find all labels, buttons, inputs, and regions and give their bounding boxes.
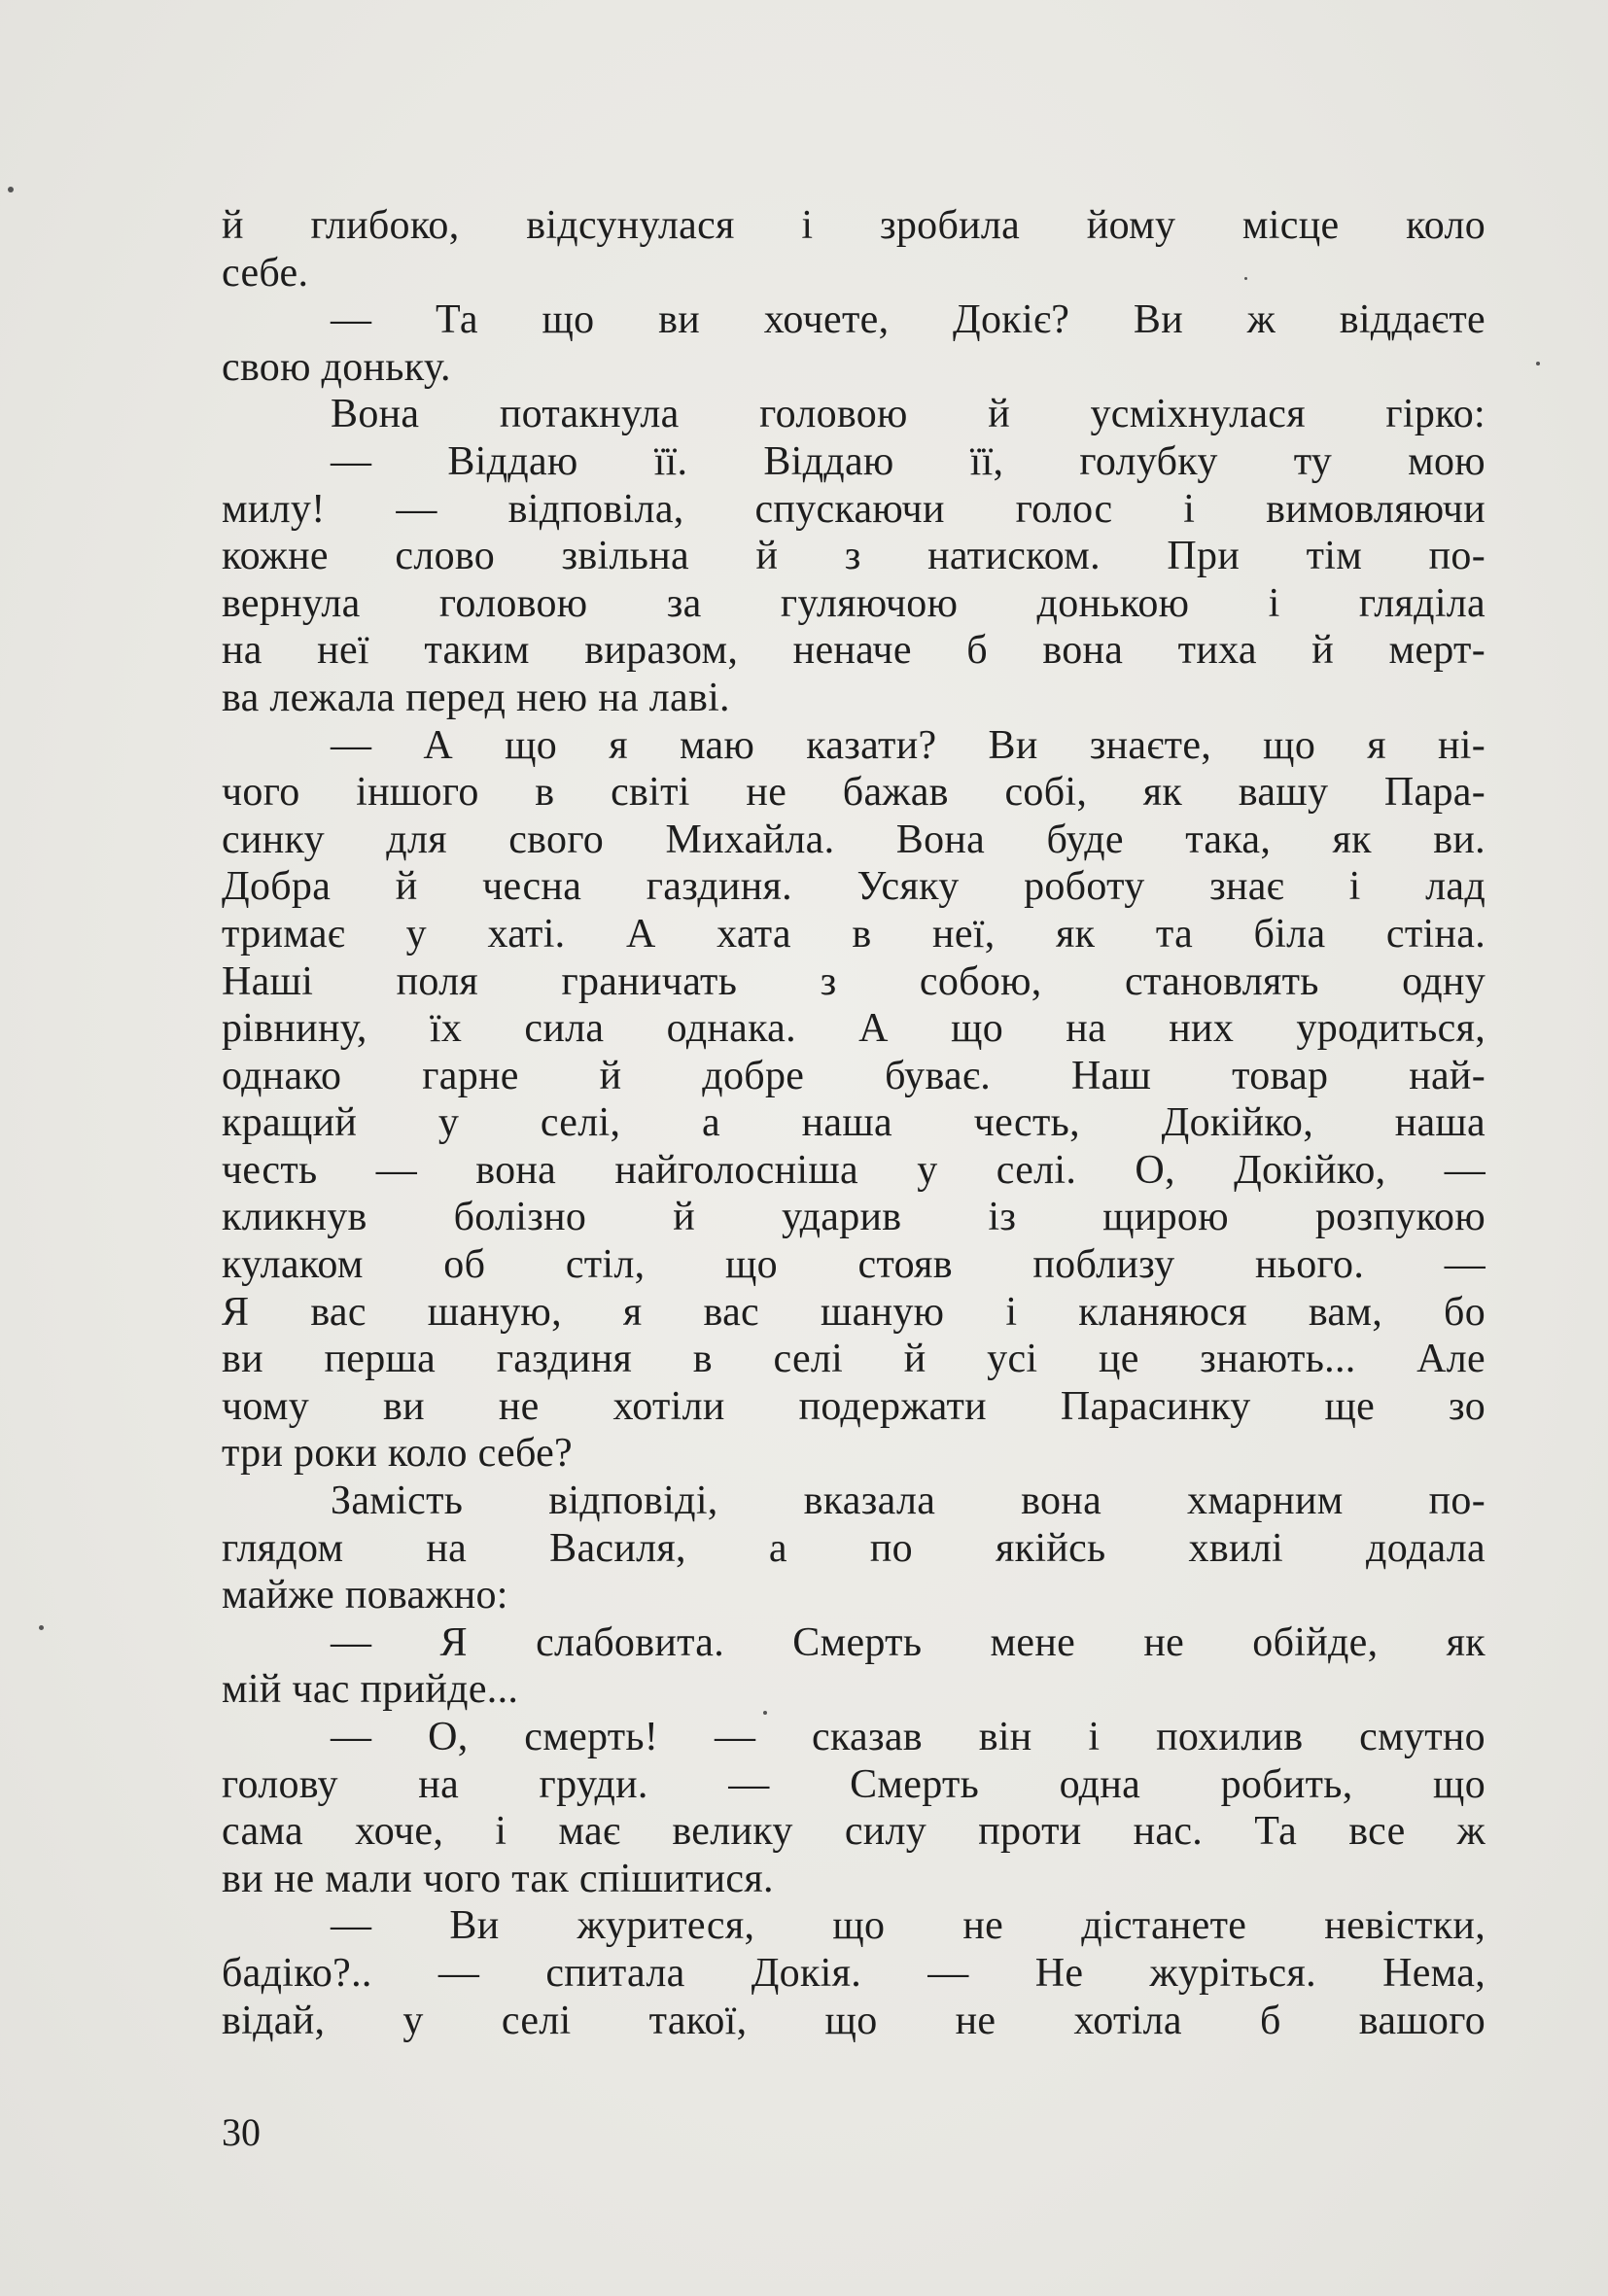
text-line: мій час прийде...	[222, 1667, 519, 1713]
text-line: кулаком об стіл, що стояв поблизу нього. —	[222, 1242, 1486, 1288]
text-line: відай, у селі такої, що не хотіла б вашого	[222, 1998, 1486, 2043]
text-line: кликнув болізно й ударив із щирою розпукою	[222, 1195, 1486, 1240]
text-line: — Я слабовита. Смерть мене не обійде, як	[331, 1619, 1486, 1665]
paper-speck	[39, 1625, 44, 1630]
text-line: милу! — відповіла, спускаючи голос і вимовляючи	[222, 486, 1486, 532]
text-line: честь — вона найголосніша у селі. О, Докійко, —	[222, 1147, 1486, 1193]
text-line: майже поважно:	[222, 1573, 508, 1618]
text-line: Вона потакнула головою й усміхнулася гірко:	[331, 392, 1486, 437]
paper-speck	[763, 1711, 767, 1715]
body-text	[222, 202, 1486, 2044]
text-line: ви перша газдиня в селі й усі це знають... Але	[222, 1337, 1486, 1382]
text-line: синку для свого Михайла. Вона буде така, як ви.	[222, 817, 1486, 862]
page-number: 30	[222, 2110, 261, 2154]
text-line: й глибоко, відсунулася і зробила йому місце коло	[222, 203, 1486, 248]
paper-speck	[1536, 362, 1540, 365]
text-line: глядом на Василя, а по якійсь хвилі додала	[222, 1525, 1486, 1571]
text-line: рівнину, їх сила однака. А що на них уродиться,	[222, 1006, 1486, 1052]
text-line: ви не мали чого так спішитися.	[222, 1856, 774, 1901]
text-line: голову на груди. — Смерть одна робить, що	[222, 1761, 1486, 1807]
text-line: чого іншого в світі не бажав собі, як вашу Пара-	[222, 770, 1486, 816]
text-line: кожне слово звільна й з натиском. При тім по-	[222, 534, 1486, 579]
text-line: кращий у селі, а наша честь, Докійко, наша	[222, 1100, 1486, 1146]
text-line: однако гарне й добре буває. Наш товар най-	[222, 1053, 1486, 1098]
text-line: чому ви не хотіли подержати Парасинку ще зо	[222, 1383, 1486, 1429]
text-line: Добра й чесна газдиня. Усяку роботу знає і лад	[222, 864, 1486, 910]
text-line: три роки коло себе?	[222, 1431, 573, 1477]
paper-speck	[1244, 277, 1247, 280]
text-line: себе.	[222, 250, 309, 296]
text-line: бадіко?.. — спитала Докія. — Не журіться. Нема,	[222, 1950, 1486, 1996]
text-line: на неї таким виразом, неначе б вона тиха й мерт-	[222, 628, 1486, 674]
text-line: — А що я маю казати? Ви знаєте, що я ні-	[331, 722, 1486, 768]
paper-speck	[8, 187, 14, 192]
text-line: — О, смерть! — сказав він і похилив смутно	[331, 1715, 1486, 1759]
text-line: — Ви журитеся, що не дістанете невістки,	[331, 1903, 1486, 1949]
text-line: тримає у хаті. А хата в неї, як та біла стіна.	[222, 911, 1486, 957]
text-line: Я вас шаную, я вас шаную і кланяюся вам, бо	[222, 1289, 1486, 1335]
text-line: Замість відповіді, вказала вона хмарним по-	[331, 1478, 1486, 1524]
text-line: вернула головою за гуляючою донькою і гляділа	[222, 580, 1486, 626]
text-line: свою доньку.	[222, 344, 451, 390]
text-line: ва лежала перед нею на лаві.	[222, 675, 730, 720]
text-line: — Віддаю її. Віддаю її, голубку ту мою	[331, 438, 1486, 484]
text-line: Наші поля граничать з собою, становлять одну	[222, 958, 1486, 1004]
text-line: — Та що ви хочете, Докіє? Ви ж віддаєте	[331, 297, 1486, 343]
text-line: сама хоче, і має велику силу проти нас. Та все ж	[222, 1809, 1486, 1855]
